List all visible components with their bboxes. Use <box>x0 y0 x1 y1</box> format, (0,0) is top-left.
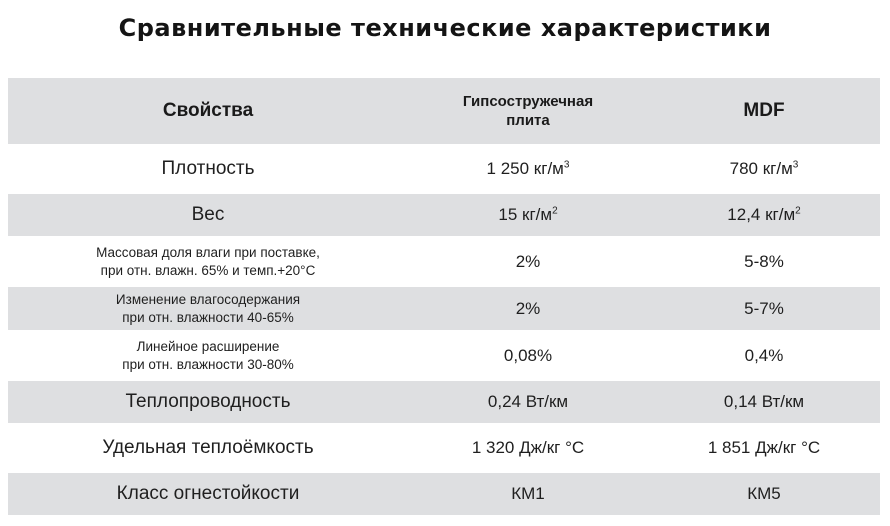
property-cell <box>8 240 408 283</box>
gypsum-value-cell <box>408 427 648 469</box>
gypsum-value-cell <box>408 473 648 515</box>
property-cell <box>8 473 408 515</box>
gypsum-value-cell <box>408 240 648 283</box>
property-name: Плотность <box>161 158 255 179</box>
property-name-line2: при отн. влажности 40-65% <box>122 309 294 325</box>
table-row <box>8 194 880 236</box>
property-cell <box>8 334 408 377</box>
table-row <box>8 473 880 515</box>
property-name: Теплопроводность <box>125 391 291 412</box>
mdf-value: 5-8% <box>744 251 784 271</box>
header-gypsum-label-line2: плита <box>506 112 550 129</box>
gypsum-value-cell <box>408 381 648 423</box>
property-name-line1: Массовая доля влаги при поставке, <box>96 244 320 260</box>
header-gypsum-label-line1: Гипсостружечная <box>462 93 594 110</box>
property-name-line1: Линейное расширение <box>136 338 280 354</box>
table-row <box>8 148 880 190</box>
gypsum-value: 2% <box>515 298 541 318</box>
mdf-value: 0,4% <box>744 345 784 365</box>
table-row <box>8 427 880 469</box>
table-row <box>8 334 880 377</box>
property-name-line2: при отн. влажн. 65% и темп.+20°С <box>100 262 316 278</box>
mdf-value: 0,14 Вт/км <box>723 392 805 411</box>
mdf-value-cell <box>648 334 880 377</box>
mdf-value-cell <box>648 427 880 469</box>
table-row <box>8 240 880 283</box>
mdf-value: КМ5 <box>747 484 781 503</box>
gypsum-value: 0,08% <box>503 345 553 365</box>
property-name: Вес <box>191 204 225 225</box>
gypsum-value-cell <box>408 194 648 236</box>
mdf-value: 12,4 $кг/м^2$ <box>727 205 801 224</box>
property-name-line2: при отн. влажности 30-80% <box>122 356 294 372</box>
property-cell <box>8 194 408 236</box>
mdf-value: 780 $кг/м^3$ <box>729 159 799 178</box>
mdf-value-cell <box>648 381 880 423</box>
gypsum-value: 1 250 $кг/м^3$ <box>486 159 570 178</box>
header-properties <box>8 78 408 144</box>
page-title: Сравнительные технические характеристики <box>118 14 772 42</box>
gypsum-value: 2% <box>515 251 541 271</box>
mdf-value-cell <box>648 194 880 236</box>
gypsum-value-cell <box>408 334 648 377</box>
comparison-table <box>8 78 880 519</box>
header-properties-label: Свойства <box>162 100 254 121</box>
table-header-row <box>8 78 880 144</box>
gypsum-value: 15 $кг/м^2$ <box>498 205 558 224</box>
mdf-value-cell <box>648 240 880 283</box>
property-cell <box>8 148 408 190</box>
gypsum-value-cell <box>408 148 648 190</box>
table-row <box>8 381 880 423</box>
property-cell <box>8 381 408 423</box>
gypsum-value-cell <box>408 287 648 330</box>
property-cell <box>8 427 408 469</box>
header-mdf <box>648 78 880 144</box>
header-gypsum-board <box>408 78 648 144</box>
mdf-value-cell <box>648 473 880 515</box>
property-name-line1: Изменение влагосодержания <box>115 291 301 307</box>
header-mdf-label: MDF <box>743 100 785 121</box>
gypsum-value: КМ1 <box>511 484 545 503</box>
table-row <box>8 287 880 330</box>
property-cell <box>8 287 408 330</box>
property-name: Класс огнестойкости <box>116 483 300 504</box>
gypsum-value: 0,24 Вт/км <box>487 392 569 411</box>
mdf-value-cell <box>648 148 880 190</box>
mdf-value: 1 851 Дж/кг °С <box>707 438 821 457</box>
mdf-value-cell <box>648 287 880 330</box>
gypsum-value: 1 320 Дж/кг °С <box>471 438 585 457</box>
mdf-value: 5-7% <box>744 298 784 318</box>
property-name: Удельная теплоёмкость <box>102 437 314 458</box>
